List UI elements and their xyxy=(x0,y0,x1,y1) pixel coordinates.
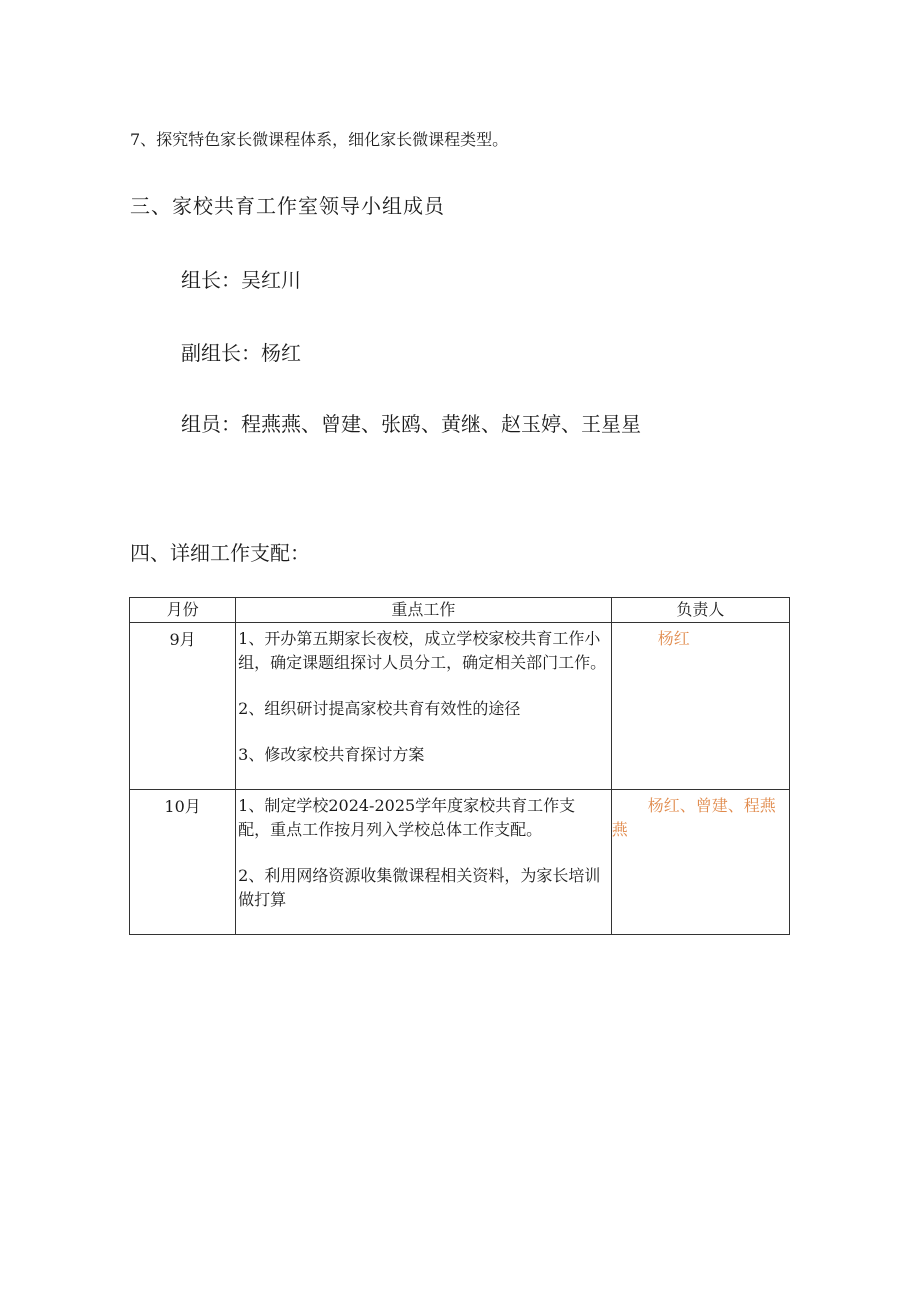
work-item: 2、组织研讨提高家校共育有效性的途径 xyxy=(238,699,521,718)
members-line: 组员：程燕燕、曾建、张鸥、黄继、赵玉婷、王星星 xyxy=(181,412,641,436)
month-cell: 9月 xyxy=(130,623,236,790)
leader-line: 组长：吴红川 xyxy=(181,268,301,292)
table-header-row xyxy=(130,598,790,623)
work-cell xyxy=(236,790,612,935)
work-item: 2、利用网络资源收集微课程相关资料，为家长培训做打算 xyxy=(238,866,601,909)
header-month: 月份 xyxy=(130,598,236,623)
section-4-heading: 四、详细工作支配： xyxy=(130,541,310,565)
work-item: 1、开办第五期家长夜校，成立学校家校共育工作小组，确定课题组探讨人员分工，确定相关部门工作。 xyxy=(238,629,607,672)
person-in-charge-cell: 杨红 xyxy=(611,623,789,790)
table-row xyxy=(130,790,790,935)
work-item: 3、修改家校共育探讨方案 xyxy=(238,745,425,764)
section-3-heading: 三、家校共育工作室领导小组成员 xyxy=(130,194,445,218)
table-row xyxy=(130,623,790,790)
deputy-leader-line: 副组长：杨红 xyxy=(181,341,301,365)
header-person-in-charge: 负责人 xyxy=(611,598,789,623)
month-cell: 10月 xyxy=(130,790,236,935)
work-cell xyxy=(236,623,612,790)
work-item: 1、制定学校2024-2025学年度家校共育工作支配，重点工作按月列入学校总体工作支配。 xyxy=(238,796,576,839)
header-key-work: 重点工作 xyxy=(236,598,612,623)
work-plan-table xyxy=(129,597,790,935)
item-7-text: 7、探究特色家长微课程体系，细化家长微课程类型。 xyxy=(130,130,509,149)
person-in-charge-cell: 杨红、曾建、程燕燕 xyxy=(611,790,789,935)
